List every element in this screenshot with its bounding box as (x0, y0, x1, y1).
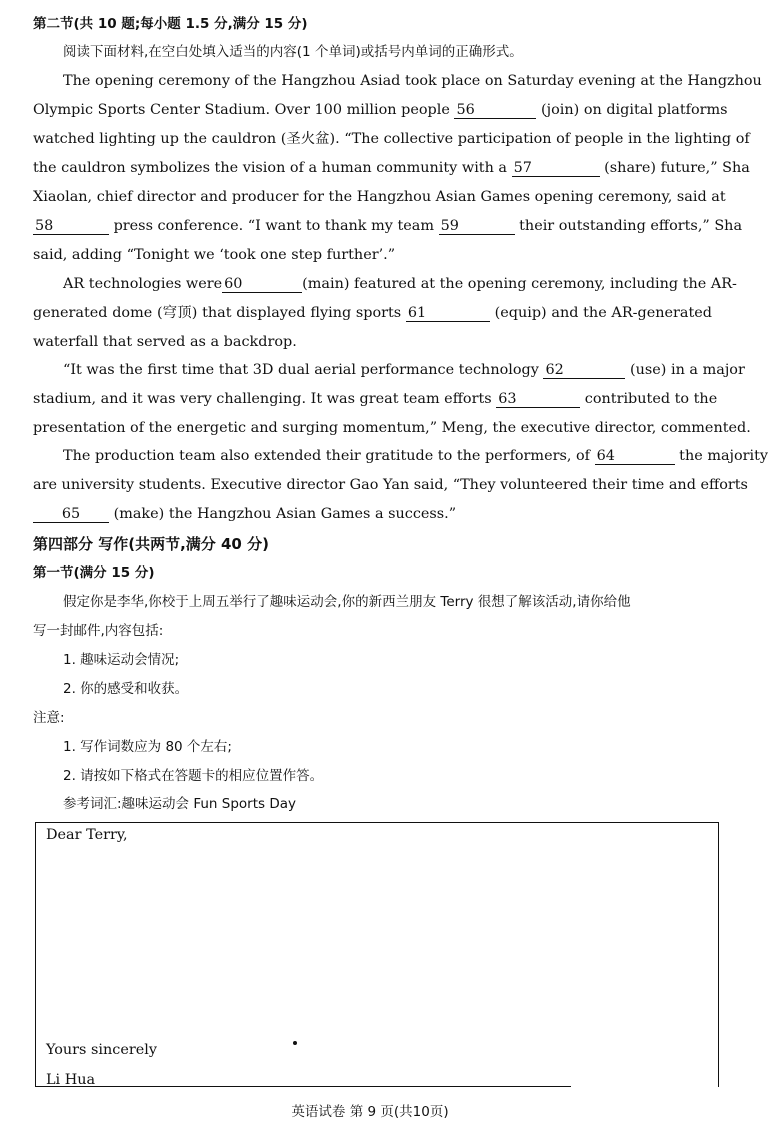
blank-61[interactable]: 61 (406, 305, 490, 322)
passage-line: Olympic Sports Center Stadium. Over 100 million people 56 (join) on digital platforms (33, 102, 728, 118)
blank-60[interactable]: 60 (222, 276, 302, 293)
note-item: 1. 写作词数应为 80 个左右; (63, 739, 232, 755)
blank-62[interactable]: 62 (543, 362, 625, 379)
passage-line: said, adding “Tonight we ‘took one step further’.” (33, 247, 396, 263)
passage-line: the cauldron symbolizes the vision of a human community with a 57 (share) future,” Sha (33, 160, 750, 176)
section-heading: 第二节(共 10 题;每小题 1.5 分,满分 15 分) (33, 16, 308, 32)
answer-box-bottom-line (35, 1086, 571, 1087)
writing-prompt: 假定你是李华,你校于上周五举行了趣味运动会,你的新西兰朋友 Terry 很想了解该活动,请你给他 (63, 594, 631, 610)
passage-line: 58 press conference. “I want to thank my team 59 their outstanding efforts,” Sha (35, 218, 743, 234)
letter-signature: Li Hua (46, 1072, 96, 1088)
blank-58[interactable]: 58 (33, 218, 109, 235)
letter-closing: Yours sincerely (46, 1042, 157, 1058)
content-item: 1. 趣味运动会情况; (63, 652, 180, 668)
blank-57[interactable]: 57 (512, 160, 600, 177)
blank-63[interactable]: 63 (496, 391, 580, 408)
blank-59[interactable]: 59 (439, 218, 515, 235)
blank-64[interactable]: 64 (595, 448, 675, 465)
vocab-hint: 参考词汇:趣味运动会 Fun Sports Day (63, 796, 296, 812)
passage-line: 65 (make) the Hangzhou Asian Games a success.” (33, 504, 712, 524)
passage-line: AR technologies were 60 (main) featured at the opening ceremony, including the AR- (63, 276, 737, 292)
page-footer: 英语试卷 第 9 页(共10页) (291, 1104, 449, 1120)
stray-dot (293, 1041, 297, 1045)
passage-line: The opening ceremony of the Hangzhou Asiad took place on Saturday evening at the Hangzhou (63, 73, 762, 89)
content-item: 2. 你的感受和收获。 (63, 681, 189, 697)
note-item: 2. 请按如下格式在答题卡的相应位置作答。 (63, 768, 324, 784)
section-instruction: 阅读下面材料,在空白处填入适当的内容(1 个单词)或括号内单词的正确形式。 (63, 44, 523, 60)
passage-line: The production team also extended their gratitude to the performers, of 64 the majority (63, 448, 768, 464)
passage-line: watched lighting up the cauldron (圣火盆). “The collective participation of people in the lighting of (33, 131, 750, 147)
part-heading: 第四部分 写作(共两节,满分 40 分) (33, 535, 269, 553)
passage-line: presentation of the energetic and surging momentum,” Meng, the executive director, commented. (33, 420, 751, 436)
passage-line: stadium, and it was very challenging. It was great team efforts 63 contributed to the (33, 391, 718, 407)
writing-prompt: 写一封邮件,内容包括: (33, 623, 164, 639)
notes-label: 注意: (33, 710, 65, 726)
blank-65[interactable]: 65 (33, 506, 109, 523)
passage-line: are university students. Executive director Gao Yan said, “They volunteered their time and efforts (33, 477, 748, 493)
passage-line: Xiaolan, chief director and producer for the Hangzhou Asian Games opening ceremony, said at (33, 189, 726, 205)
passage-line: generated dome (穹顶) that displayed flying sports 61 (equip) and the AR-generated (33, 305, 712, 321)
subsection-heading: 第一节(满分 15 分) (33, 565, 155, 581)
letter-greeting: Dear Terry, (46, 827, 128, 843)
passage-line: waterfall that served as a backdrop. (33, 334, 297, 350)
blank-56[interactable]: 56 (454, 102, 536, 119)
passage-line: “It was the first time that 3D dual aerial performance technology 62 (use) in a major (63, 362, 745, 378)
